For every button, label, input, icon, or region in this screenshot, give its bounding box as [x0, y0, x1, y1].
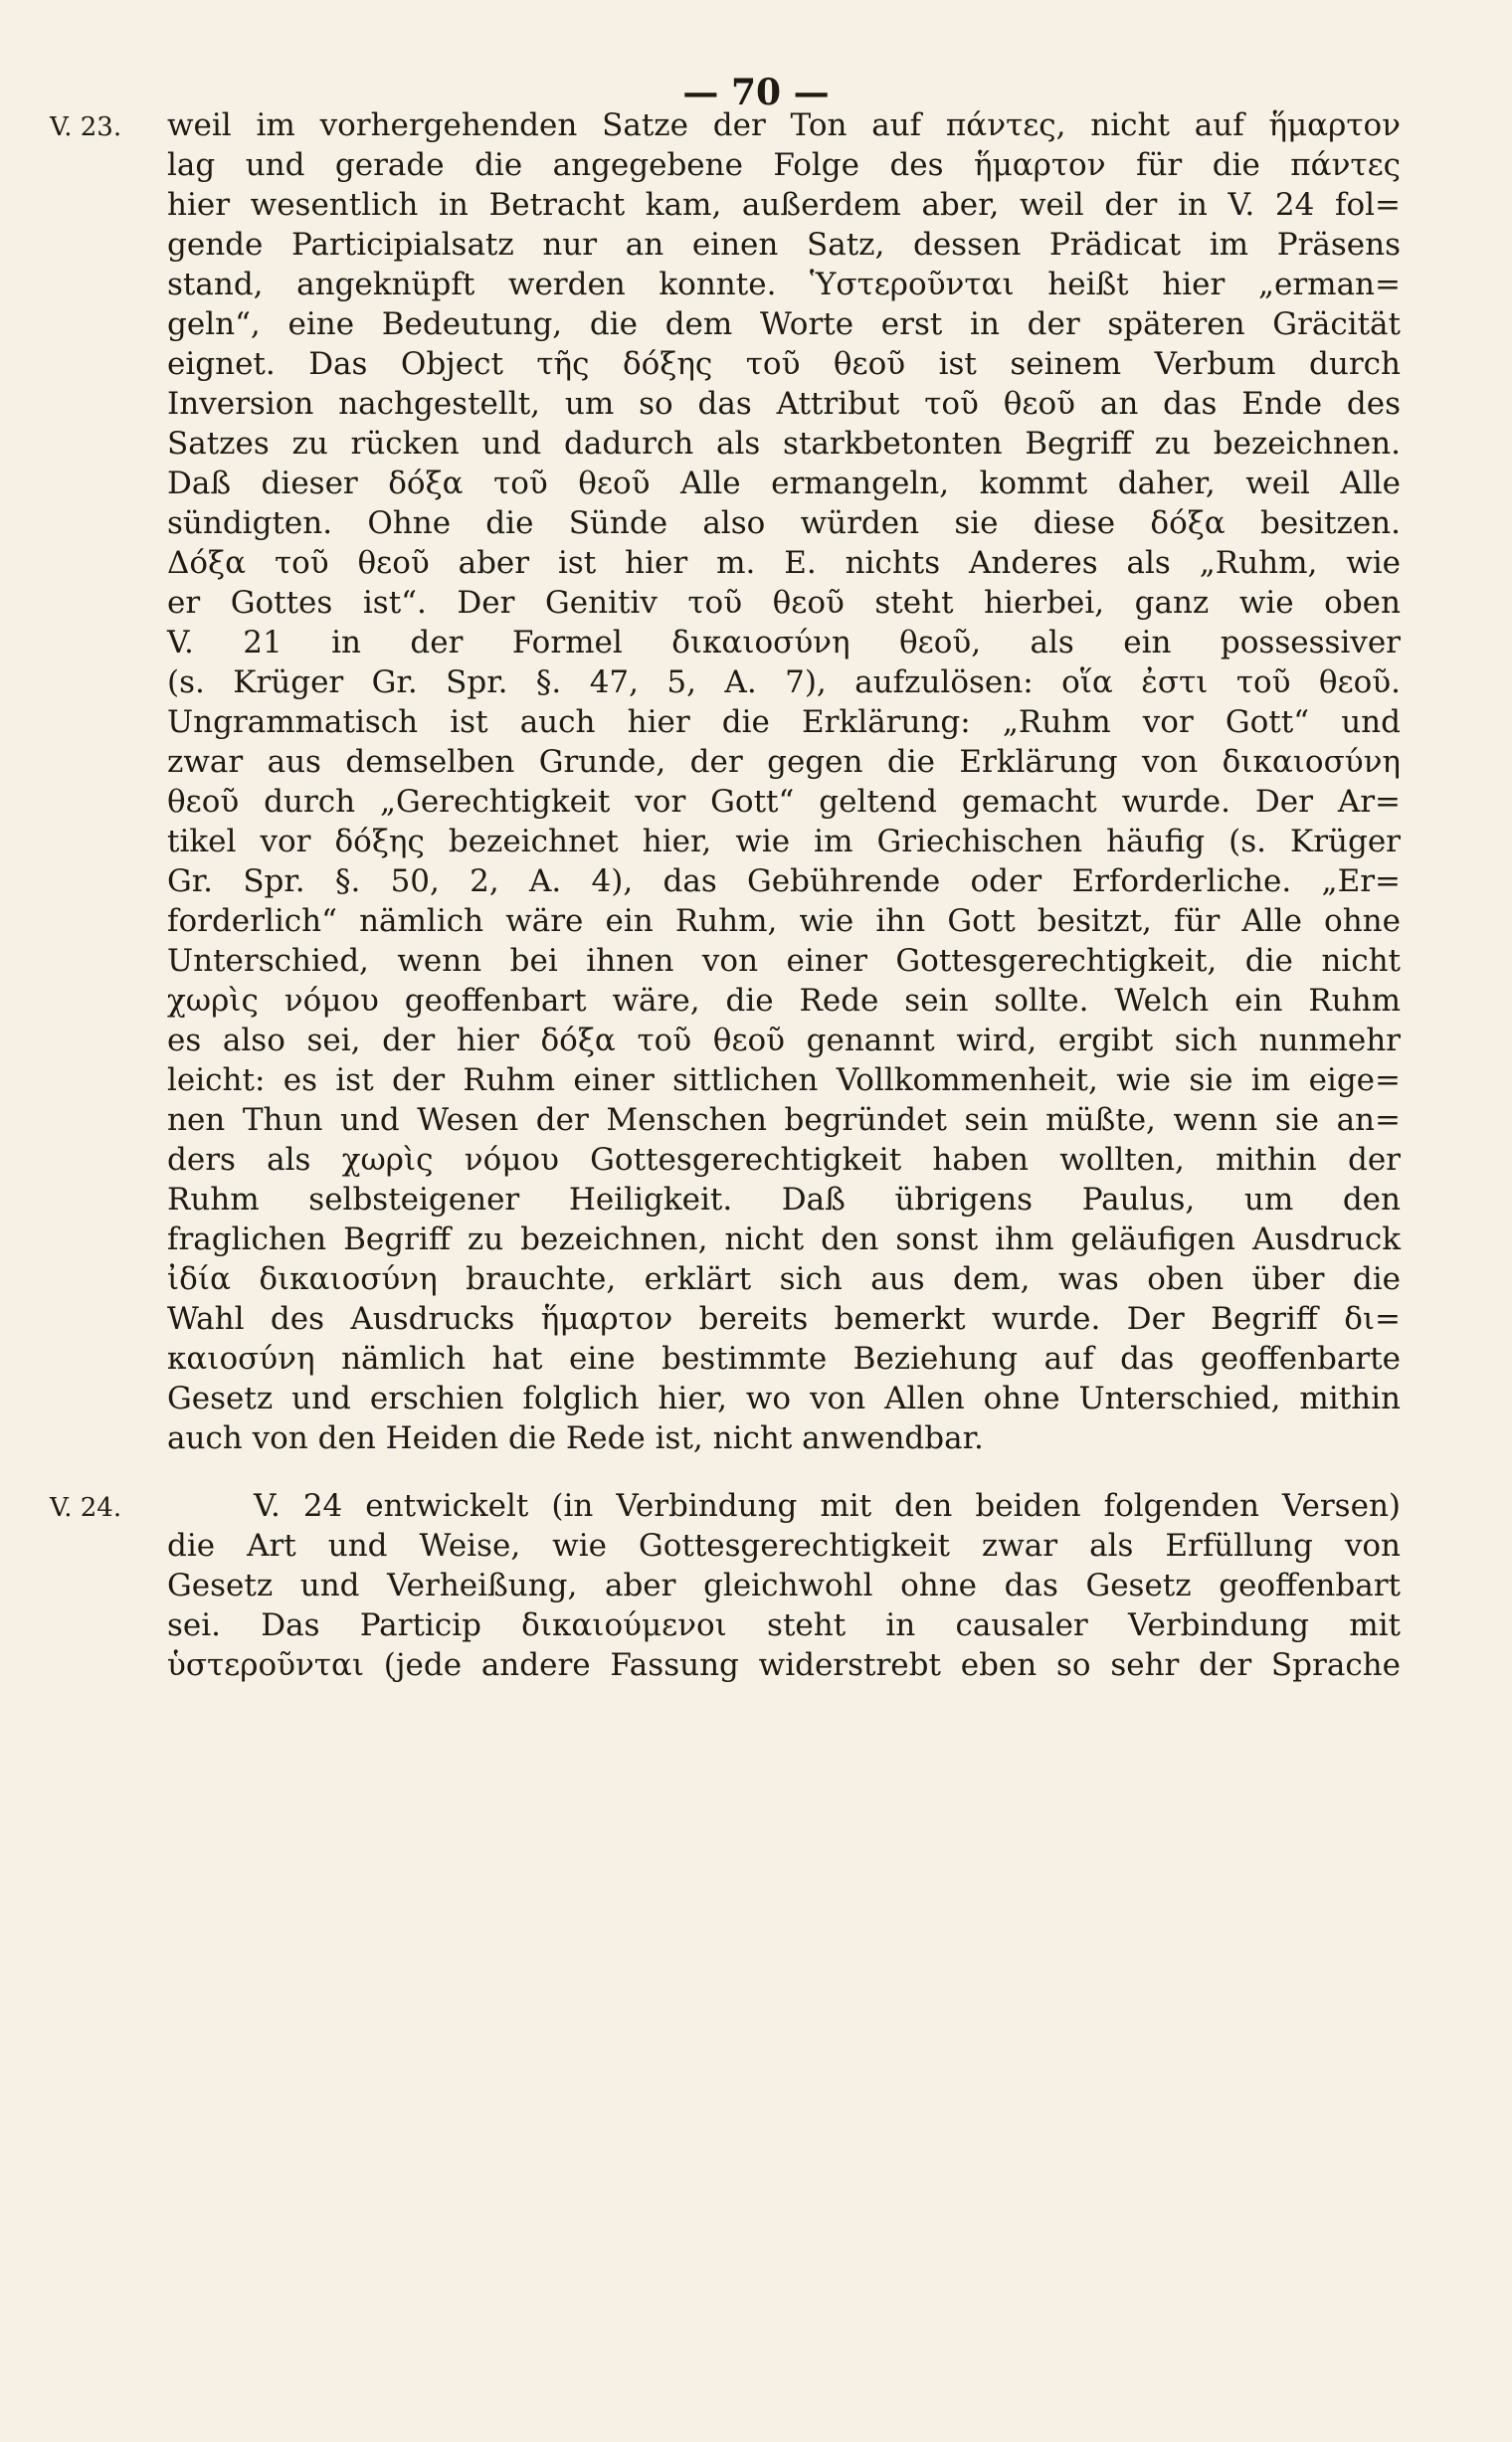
text-line: leicht: es ist der Ruhm einer sittlichen Vollkommenheit, wie sie im eige= [167, 1062, 1401, 1098]
text-line: Satzes zu rücken und dadurch als starkbetonten Begriff zu bezeichnen. [167, 426, 1401, 462]
verse-reference: V. 24. [50, 1493, 122, 1523]
text-line: ders als χωρὶς νόμου Gottesgerechtigkeit haben wollten, mithin der [167, 1142, 1401, 1178]
text-line: es also sei, der hier δόξα τοῦ θεοῦ genannt wird, ergibt sich nunmehr [167, 1023, 1401, 1058]
text-line: V. 21 in der Formel δικαιοσύνη θεοῦ, als ein possessiver [167, 625, 1401, 660]
page-number: — 70 — [682, 72, 830, 113]
text-line: hier wesentlich in Betracht kam, außerdem aber, weil der in V. 24 fol= [167, 187, 1401, 223]
text-line: (s. Krüger Gr. Spr. §. 47, 5, A. 7), aufzulösen: οἵα ἐστι τοῦ θεοῦ. [167, 664, 1401, 700]
text-line: χωρὶς νόμου geoffenbart wäre, die Rede sein sollte. Welch ein Ruhm [167, 983, 1401, 1019]
text-line: nen Thun und Wesen der Menschen begründet sein müßte, wenn sie an= [167, 1102, 1401, 1138]
text-line: Ruhm selbsteigener Heiligkeit. Daß übrigens Paulus, um den [167, 1182, 1401, 1218]
text-line: auch von den Heiden die Rede ist, nicht anwendbar. [167, 1420, 984, 1456]
text-line: weil im vorhergehenden Satze der Ton auf πάντες, nicht auf ἥμαρτον [167, 107, 1401, 143]
text-line: θεοῦ durch „Gerechtigkeit vor Gott“ geltend gemacht wurde. Der Ar= [167, 784, 1401, 820]
text-line: geln“, eine Bedeutung, die dem Worte erst in der späteren Gräcität [167, 306, 1401, 342]
text-line: eignet. Das Object τῆς δόξης τοῦ θεοῦ ist seinem Verbum durch [167, 346, 1401, 382]
text-line: Gr. Spr. §. 50, 2, A. 4), das Gebührende oder Erforderliche. „Er= [167, 863, 1401, 899]
text-line: Daß dieser δόξα τοῦ θεοῦ Alle ermangeln, kommt daher, weil Alle [167, 466, 1401, 501]
text-line: ἰδία δικαιοσύνη brauchte, erklärt sich aus dem, was oben über die [167, 1261, 1401, 1297]
text-line: καιοσύνη nämlich hat eine bestimmte Beziehung auf das geoffenbarte [167, 1341, 1401, 1377]
text-line: stand, angeknüpft werden konnte. Ὑστεροῦνται heißt hier „erman= [167, 267, 1401, 302]
text-line: sündigten. Ohne die Sünde also würden sie diese δόξα besitzen. [167, 505, 1401, 541]
text-line: tikel vor δόξης bezeichnet hier, wie im Griechischen häufig (s. Krüger [167, 824, 1401, 859]
text-line: gende Participialsatz nur an einen Satz, dessen Prädicat im Präsens [167, 227, 1401, 263]
text-line: Δόξα τοῦ θεοῦ aber ist hier m. E. nichts Anderes als „Ruhm, wie [167, 545, 1401, 581]
text-line: Gesetz und erschien folglich hier, wo von Allen ohne Unterschied, mithin [167, 1381, 1401, 1416]
text-line: V. 24 entwickelt (in Verbindung mit den beiden folgenden Versen) [254, 1488, 1401, 1524]
text-line: er Gottes ist“. Der Genitiv τοῦ θεοῦ steht hierbei, ganz wie oben [167, 585, 1401, 621]
verse-reference: V. 23. [50, 112, 122, 142]
text-line: fraglichen Begriff zu bezeichnen, nicht den sonst ihm geläufigen Ausdruck [167, 1221, 1401, 1257]
text-line: Ungrammatisch ist auch hier die Erklärung: „Ruhm vor Gott“ und [167, 704, 1401, 740]
text-line: Inversion nachgestellt, um so das Attribut τοῦ θεοῦ an das Ende des [167, 386, 1401, 422]
text-line: forderlich“ nämlich wäre ein Ruhm, wie ihn Gott besitzt, für Alle ohne [167, 903, 1401, 939]
text-line: Gesetz und Verheißung, aber gleichwohl ohne das Gesetz geoffenbart [167, 1568, 1401, 1603]
text-line: Wahl des Ausdrucks ἥμαρτον bereits bemerkt wurde. Der Begriff δι= [167, 1301, 1401, 1337]
text-line: sei. Das Particip δικαιούμενοι steht in causaler Verbindung mit [167, 1607, 1401, 1643]
text-line: zwar aus demselben Grunde, der gegen die Erklärung von δικαιοσύνη [167, 744, 1401, 780]
text-line: lag und gerade die angegebene Folge des ἥμαρτον für die πάντες [167, 147, 1401, 183]
text-line: die Art und Weise, wie Gottesgerechtigkeit zwar als Erfüllung von [167, 1528, 1401, 1564]
text-line: Unterschied, wenn bei ihnen von einer Gottesgerechtigkeit, die nicht [167, 943, 1401, 979]
text-line: ὑστεροῦνται (jede andere Fassung widerstrebt eben so sehr der Sprache [167, 1647, 1401, 1683]
